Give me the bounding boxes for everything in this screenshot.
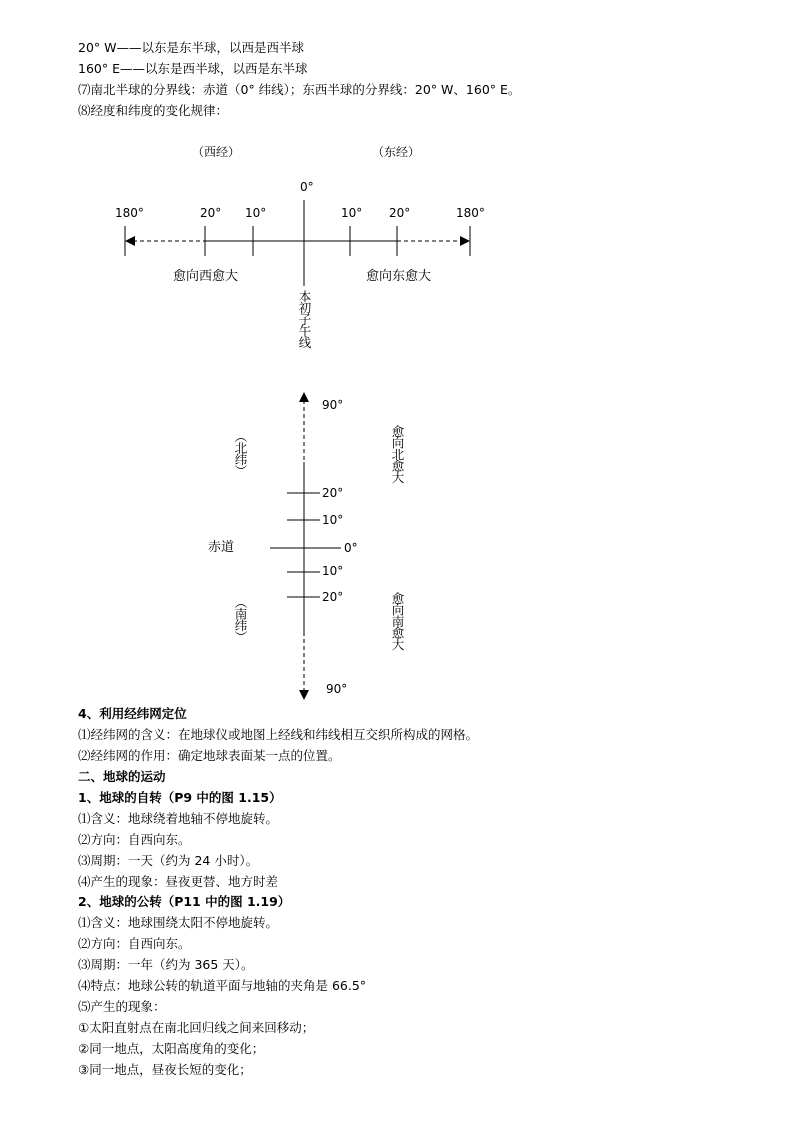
section-heading: 二、地球的运动 bbox=[78, 769, 166, 784]
tick-label-10n: 10° bbox=[322, 513, 344, 527]
text-line: ②同一地点，太阳高度角的变化； bbox=[78, 1041, 265, 1056]
text-line: ⑷产生的现象：昼夜更替、地方时差 bbox=[78, 874, 279, 889]
text-line: ⑺南北半球的分界线：赤道（0° 纬线）；东西半球的分界线：20° W、160° E。 bbox=[78, 82, 521, 97]
north-latitude-label: （北纬） bbox=[233, 430, 248, 476]
tick-label-20w: 20° bbox=[200, 206, 222, 220]
prime-meridian-label: 本初子午线 bbox=[297, 290, 312, 348]
tick-label-20e: 20° bbox=[389, 206, 411, 220]
tick-label-10w: 10° bbox=[245, 206, 267, 220]
bottom-90-label: 90° bbox=[326, 682, 348, 696]
tick-label-180w: 180° bbox=[115, 206, 144, 220]
text-line: 160° E——以东是西半球，以西是东半球 bbox=[78, 61, 308, 76]
equator-label: 赤道 bbox=[208, 540, 235, 555]
south-trend-label: 愈向南愈大 bbox=[390, 592, 405, 650]
west-arrowhead bbox=[125, 236, 135, 246]
south-arrowhead bbox=[299, 690, 309, 700]
top-90-label: 90° bbox=[322, 398, 344, 412]
east-longitude-label: （东经） bbox=[372, 145, 421, 159]
section-heading: 4、利用经纬网定位 bbox=[78, 706, 187, 721]
tick-label-20n: 20° bbox=[322, 486, 344, 500]
text-line: ⑵方向：自西向东。 bbox=[78, 832, 191, 847]
text-line: ⑶周期：一年（约为 365 天）。 bbox=[78, 957, 254, 972]
text-line: ⑴经纬网的含义：在地球仪或地图上经线和纬线相互交织所构成的网格。 bbox=[78, 727, 479, 742]
north-arrowhead bbox=[299, 392, 309, 402]
text-line: ①太阳直射点在南北回归线之间来回移动； bbox=[78, 1020, 315, 1035]
west-longitude-label: （西经） bbox=[192, 145, 241, 159]
text-line: ⑵经纬网的作用：确定地球表面某一点的位置。 bbox=[78, 748, 341, 763]
zero-longitude-label: 0° bbox=[300, 180, 314, 194]
tick-label-20s: 20° bbox=[322, 590, 344, 604]
text-line: ⑴含义：地球绕着地轴不停地旋转。 bbox=[78, 811, 279, 826]
east-arrowhead bbox=[460, 236, 470, 246]
tick-label-10s: 10° bbox=[322, 564, 344, 578]
tick-label-180e: 180° bbox=[456, 206, 485, 220]
section-heading: 1、地球的自转（P9 中的图 1.15） bbox=[78, 790, 282, 805]
south-latitude-label: （南纬） bbox=[233, 596, 248, 642]
text-line: ⑸产生的现象： bbox=[78, 999, 166, 1014]
tick-label-10e: 10° bbox=[341, 206, 363, 220]
text-line: ⑷特点：地球公转的轨道平面与地轴的夹角是 66.5° bbox=[78, 978, 367, 993]
text-line: ③同一地点，昼夜长短的变化； bbox=[78, 1062, 252, 1077]
text-line: ⑶周期：一天（约为 24 小时）。 bbox=[78, 853, 259, 868]
zero-latitude-label: 0° bbox=[344, 541, 358, 555]
west-trend-label: 愈向西愈大 bbox=[173, 269, 239, 284]
text-line: ⑴含义：地球围绕太阳不停地旋转。 bbox=[78, 915, 279, 930]
east-trend-label: 愈向东愈大 bbox=[366, 269, 432, 284]
section-heading: 2、地球的公转（P11 中的图 1.19） bbox=[78, 894, 291, 909]
north-trend-label: 愈向北愈大 bbox=[390, 425, 405, 483]
text-line: 20° W——以东是东半球，以西是西半球 bbox=[78, 40, 304, 55]
text-line: ⑵方向：自西向东。 bbox=[78, 936, 191, 951]
text-line: ⑻经度和纬度的变化规律： bbox=[78, 103, 229, 118]
